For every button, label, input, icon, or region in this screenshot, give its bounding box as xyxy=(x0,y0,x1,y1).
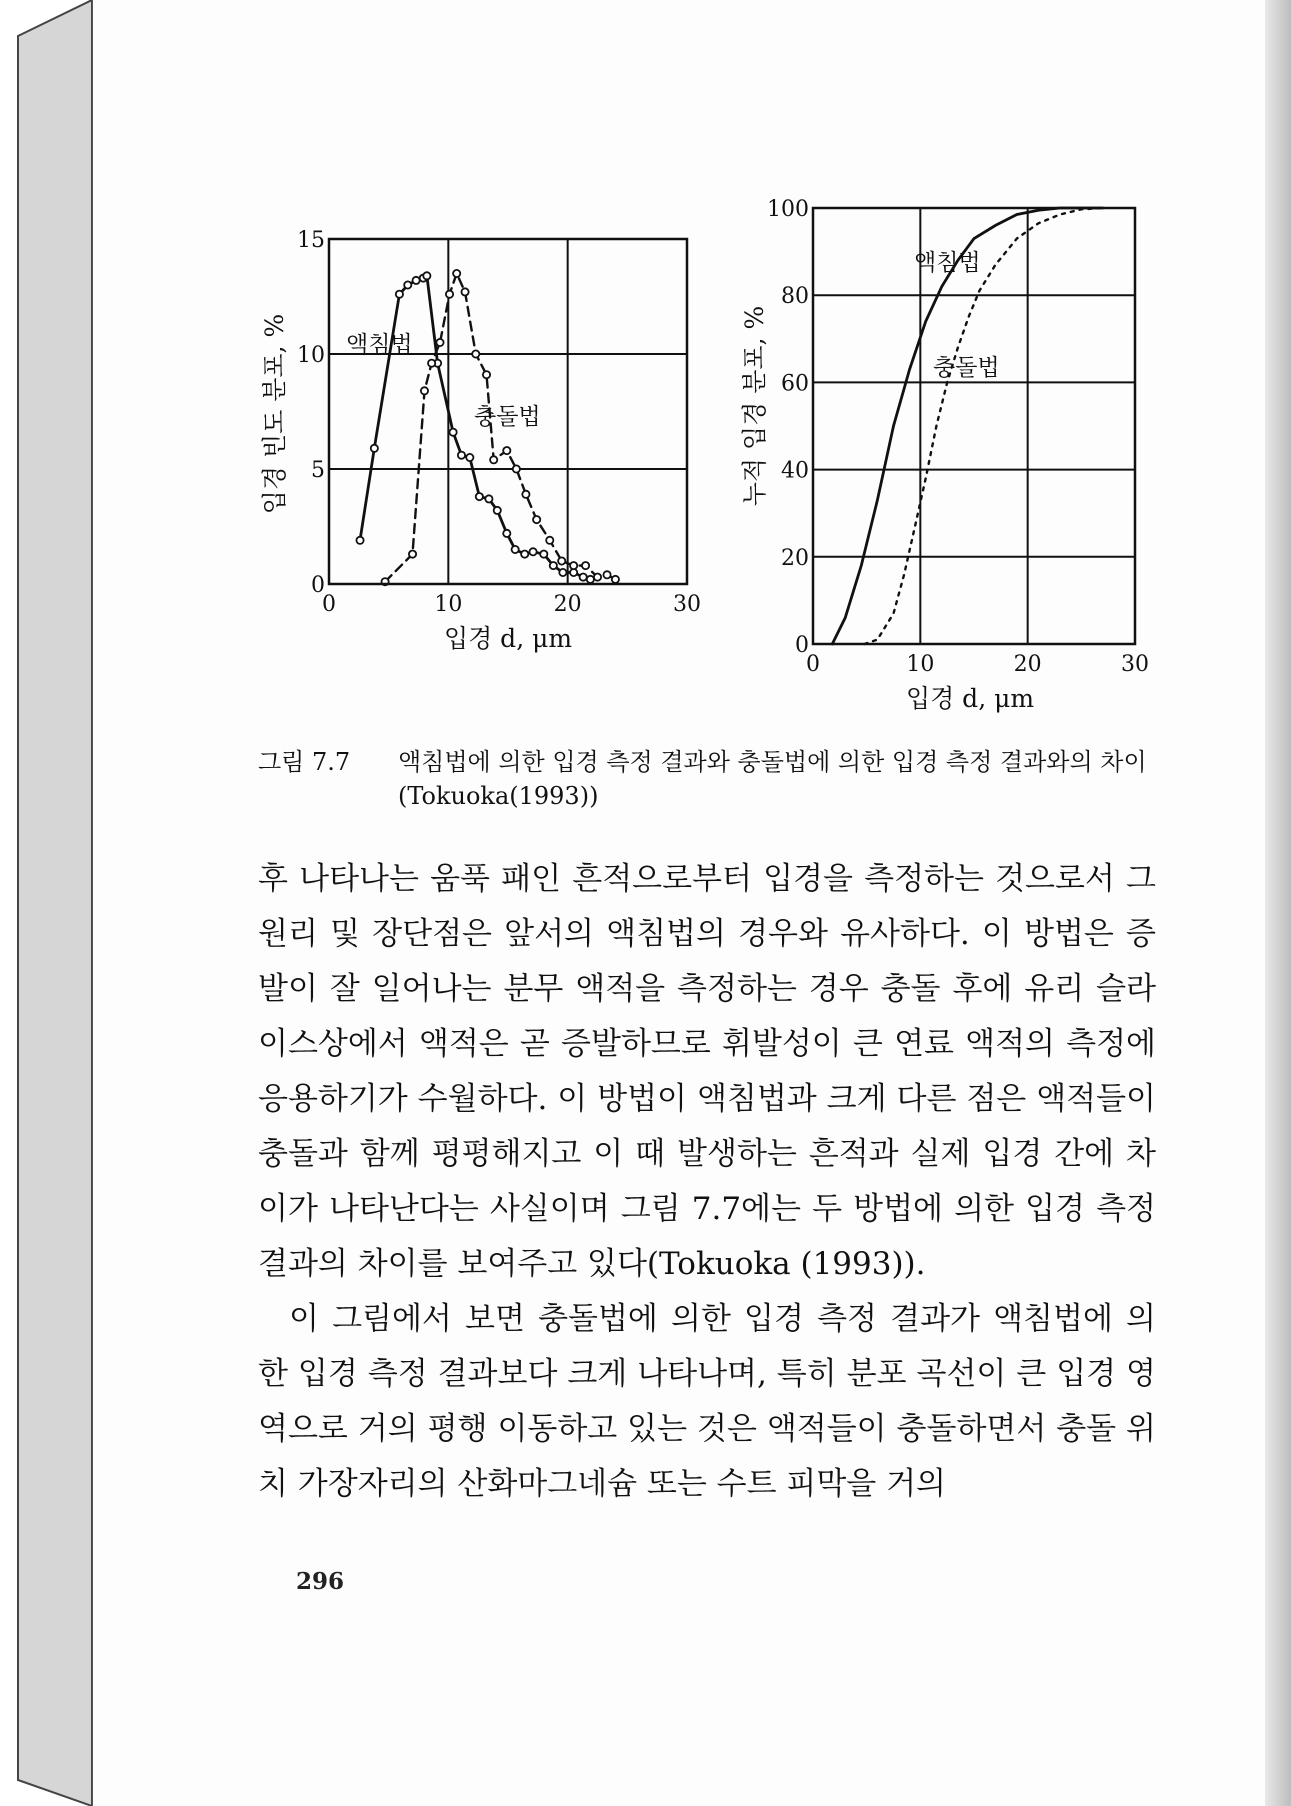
x-tick-label: 10 xyxy=(434,592,463,617)
left-series1-label: 액침법 xyxy=(346,332,413,358)
left-chart-ylabel: 입경 빈도 분포, % xyxy=(260,313,289,515)
right-chart-xlabel: 입경 d, μm xyxy=(905,684,1035,713)
y-tick-label: 60 xyxy=(781,371,809,397)
y-tick-label: 80 xyxy=(781,284,809,310)
x-tick-label: 30 xyxy=(1121,652,1149,677)
x-tick-label: 0 xyxy=(322,592,336,617)
body-paragraph-1: 후 나타나는 움푹 패인 흔적으로부터 입경을 측정하는 것으로서 그 원리 및 장단점은 앞서의 액침법의 경우와 유사하다. 이 방법은 증발이 잘 일어나는 분무 액적을 측정하는 경우 충돌 후에 유리 슬라이스상에서 액적은 곧 증발하므로 휘발성이 큰 연료 액적의 측정에 응용하기가 수월하다. 이 방법이 액침법과 크게 다른 점은 액적들이 충돌과 함께 평평해지고 이 때 발생하는 흔적과 실제 입경 간에 차이가 나타난다는 사실이며 그림 7.7에는 두 방법에 의한 입경 측정 결과의 차이를 보여주고 있다(Tokuoka (1993)). xyxy=(258,861,1156,1282)
body-paragraph-2: 이 그림에서 보면 충돌법에 의한 입경 측정 결과가 액침법에 의한 입경 측정 결과보다 크게 나타나며, 특히 분포 곡선이 큰 입경 영역으로 거의 평행 이동하고 있는 것은 액적들이 충돌하면서 충돌 위치 가장자리의 산화마그네슘 또는 수트 피막을 거의 xyxy=(258,1301,1156,1502)
left-chart-xlabel: 입경 d, μm xyxy=(443,624,573,653)
series-line-2 xyxy=(865,208,1103,644)
y-tick-label: 5 xyxy=(311,458,325,483)
right-chart-ylabel: 누적 입경 분포, % xyxy=(740,305,769,507)
x-tick-label: 20 xyxy=(553,592,582,617)
left-series2-label: 충돌법 xyxy=(474,404,541,430)
y-tick-label: 100 xyxy=(767,197,809,222)
figure-caption-label: 그림 7.7 xyxy=(258,748,351,776)
y-tick-label: 10 xyxy=(297,343,325,368)
x-tick-label: 10 xyxy=(906,652,935,677)
right-series2-label: 충돌법 xyxy=(933,355,1000,381)
x-tick-label: 20 xyxy=(1013,652,1042,677)
y-tick-label: 15 xyxy=(297,228,325,253)
body-text xyxy=(258,852,1156,1512)
figure-caption-text: 액침법에 의한 입경 측정 결과와 충돌법에 의한 입경 측정 결과와의 차이(Tokuoka(1993)) xyxy=(398,748,1147,810)
y-tick-label: 20 xyxy=(781,545,809,571)
y-tick-label: 40 xyxy=(781,458,809,484)
right-series1-label: 액침법 xyxy=(914,250,981,276)
page-number: 296 xyxy=(296,1568,345,1595)
x-tick-label: 0 xyxy=(806,652,820,677)
y-tick-label: 0 xyxy=(311,573,325,598)
y-tick-label: 0 xyxy=(795,633,809,658)
x-tick-label: 30 xyxy=(673,592,701,617)
